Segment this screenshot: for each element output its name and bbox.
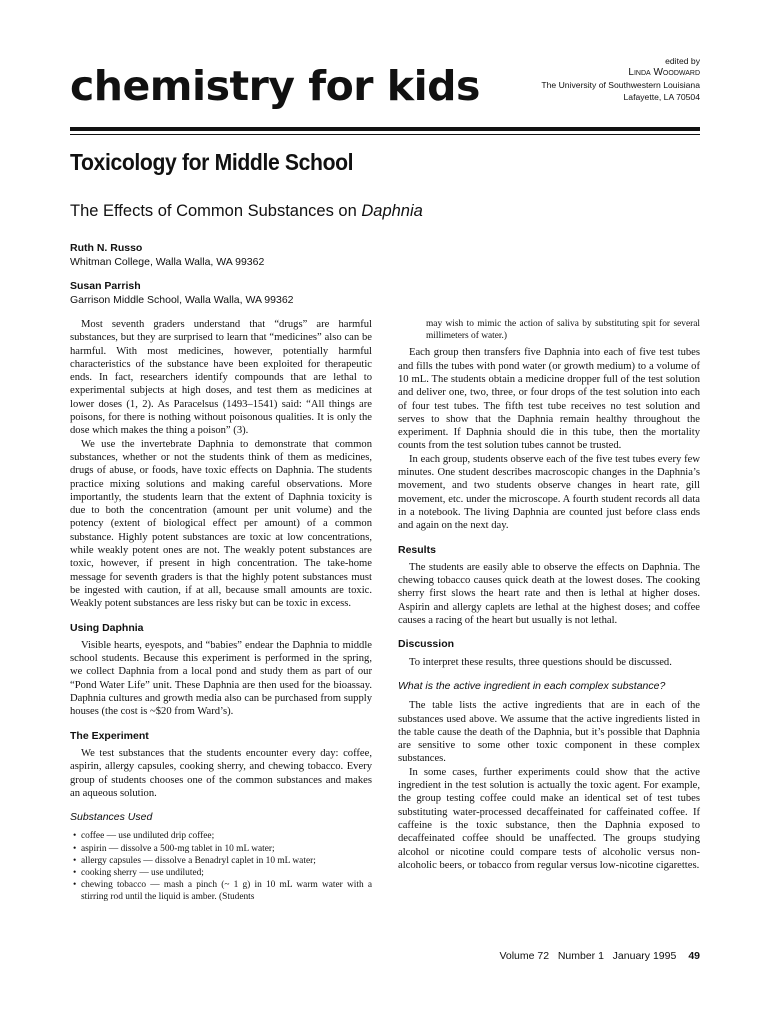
body-paragraph: In each group, students observe each of the five test tubes every few minutes. One student describes macroscopic changes in the Daphnia’s movement, and two students observe changes in heart rate, gill movement, etc. under the microscope. A fourth student records all data in a notebook. The living Daphnia are counted just before class ends and again on the next day. — [398, 453, 700, 532]
body-paragraph: The table lists the active ingredients that are in each of the substances used above. We assume that the active ingredients listed in the table cause the death of the Daphnia, but it’s possible that Daphnia are sensitive to some other toxic component in these complex substances. — [398, 700, 700, 765]
right-column — [398, 318, 700, 872]
section-heading-discussion: Discussion — [398, 638, 455, 651]
article-subtitle — [70, 202, 423, 221]
bullet-icon: • — [73, 831, 77, 842]
editor-credit — [541, 55, 700, 103]
body-paragraph: To interpret these results, three questions should be discussed. — [409, 656, 672, 668]
article-title: Toxicology for Middle School — [70, 149, 354, 175]
list-item: • allergy capsules — dissolve a Benadryl caplet in 10 mL water; — [73, 855, 316, 866]
section-heading-using-daphnia: Using Daphnia — [70, 621, 144, 634]
header-rule-thick — [70, 127, 700, 131]
author-affiliation: Whitman College, Walla Walla, WA 99362 — [70, 256, 265, 268]
editor-name: Linda Woodward — [628, 67, 700, 78]
body-paragraph: The students are easily able to observe the effects on Daphnia. The chewing tobacco causes quick death at the lowest doses. The cooking sherry first slows the heart rate and then is lethal at higher doses. Aspirin and allergy caplets are lethal at the highest doses; and coffee causes a racing of the heart but usually is not lethal. — [398, 561, 700, 627]
substances-list — [70, 830, 372, 903]
list-item: • coffee — use undiluted drip coffee; — [73, 831, 215, 842]
subtitle-organism: Daphnia — [361, 202, 423, 220]
subheading-substances-used: Substances Used — [70, 811, 153, 824]
body-paragraph: In some cases, further experiments could show that the active ingredient in the test solution is actually the toxic agent. For example, the group testing coffee could make an identical set of test tubes substituting water-processed decaffeinated for caffeinated coffee. If caffeine is the toxic substance, then the Daphnia exposed to decaffeinated coffee should be unaffected. The groups studying alcohol or nicotine could compare tests of alcoholic versus non-alcoholic beers, or tobacco from regular versus low-nicotine cigarettes. — [398, 766, 700, 871]
body-paragraph: We test substances that the students encounter every day: coffee, aspirin, allergy capsules, cooking sherry, and chewing tobacco. Every group of students chooses one of the common substances and makes an aqueous solution. — [70, 747, 372, 799]
bullet-icon: • — [73, 855, 77, 866]
subtitle-prefix: The Effects of Common Substances on — [70, 202, 362, 220]
issue-info: Volume 72 Number 1 January 1995 — [499, 950, 677, 962]
page-footer — [499, 950, 700, 962]
edited-by-label: edited by — [665, 56, 700, 66]
body-paragraph: Each group then transfers five Daphnia into each of five test tubes and fills the tubes with pond water (or growth medium) to a volume of 10 mL. The students obtain a medicine dropper full of the test solution and deliver one, two, three, or four drops of the test solution into each of four test tubes. The fifth test tube receives no test solution and serves to show that the Daphnia remain healthy throughout the experiment. If Daphnia should die in this tube, then the mortality counts from the test solution tubes cannot be trusted. — [398, 347, 700, 452]
list-item: • cooking sherry — use undiluted; — [73, 868, 204, 878]
page-number: 49 — [688, 950, 700, 962]
intro-paragraph: We use the invertebrate Daphnia to demonstrate that common substances, whether or not the students think of them as medicines, drugs of abuse, or foods, have toxic effects on Daphnia. The students practice mixing solutions and making careful observations. More importantly, the students learn that the extent of Daphnia toxicity is due to both the concentration (amount per unit volume) and the potency (extent of biological effect per amount) of a common substance. Highly potent substances are toxic at low concentrations, while weakly potent ones are not. The weakly potent substances are toxic, however, if present in high concentration. The take-home message for seventh graders is that the highly potent substances must be ingested with caution, if at all, because small amounts are toxic. Weakly potent substances are less risky but can be toxic in excess. — [70, 438, 372, 610]
editor-address: Lafayette, LA 70504 — [623, 92, 700, 102]
bullet-icon: • — [73, 843, 77, 854]
left-column — [70, 318, 372, 904]
bullet-icon: • — [73, 880, 77, 891]
section-heading-experiment: The Experiment — [70, 729, 149, 742]
body-paragraph: Visible hearts, eyespots, and “babies” endear the Daphnia to middle school students. Because this experiment is performed in the spring, we collect Daphnia from a local pond and study them as part of our “Pond Water Life” unit. These Daphnia are then used for the bioassay. Daphnia cultures and growth media also can be purchased from supply houses (the cost is ~$20 from Ward’s). — [70, 639, 372, 718]
author-name: Susan Parrish — [70, 280, 141, 292]
editor-affiliation: The University of Southwestern Louisiana — [541, 80, 700, 90]
column-brand-title: chemistry for kids — [70, 62, 480, 110]
section-heading-results: Results — [398, 543, 436, 556]
header-rule-thin — [70, 134, 700, 135]
bullet-icon: • — [73, 868, 77, 878]
continued-note: may wish to mimic the action of saliva by substituting spit for several millimeters of water.) — [426, 319, 700, 342]
list-item: • chewing tobacco — mash a pinch (~ 1 g) in 10 mL warm water with a stirring rod until the liquid is amber. (Students — [73, 880, 372, 903]
author-affiliation: Garrison Middle School, Walla Walla, WA 99362 — [70, 294, 294, 306]
author-name: Ruth N. Russo — [70, 242, 143, 254]
list-item: • aspirin — dissolve a 500-mg tablet in 10 mL water; — [73, 843, 275, 854]
intro-paragraph: Most seventh graders understand that “drugs” are harmful substances, but they are surprised to learn that “medicines” also can be harmful. With most medicines, however, potentially harmful characteristics of the substance have been exploited for therapeutic ends. In fact, researchers identify compounds that are lethal to experimental subjects at high doses, and test them as medicines at lower doses (1, 2). As Paracelsus (1493–1541) said: “All things are poisons, for there is nothing without poisonous qualities. It is only the dose which makes the thing a poison” (3). — [70, 319, 372, 437]
subheading-active-ingredient: What is the active ingredient in each complex substance? — [398, 679, 666, 692]
